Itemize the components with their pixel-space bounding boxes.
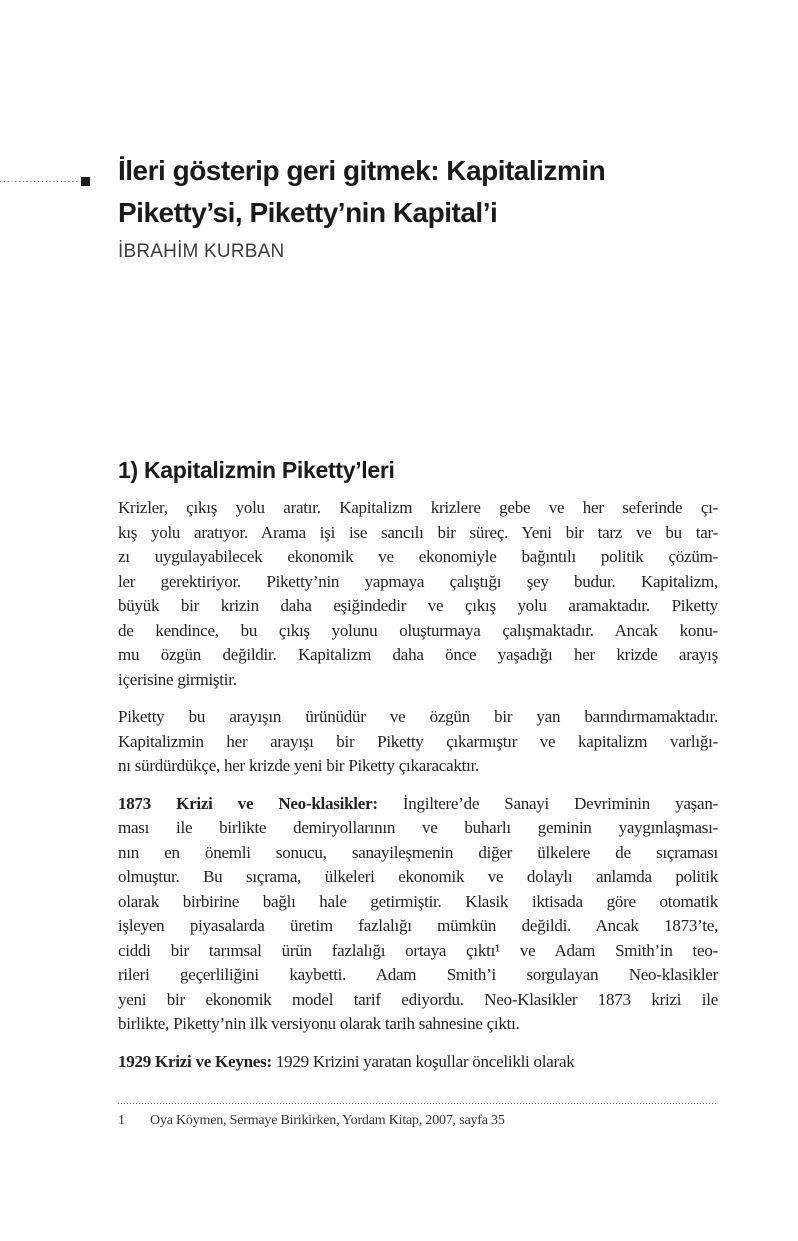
lead-rest: İngiltere’de Sanayi Devriminin yaşan- bbox=[377, 793, 718, 813]
text-line: kış yolu aratıyor. Arama işi ise sancılı bir süreç. Yeni bir tarz ve bu tar- bbox=[118, 522, 718, 542]
text-line: mu özgün değildir. Kapitalizm daha önce yaşadığı her krizde arayış bbox=[118, 645, 718, 664]
paragraph-3 bbox=[118, 792, 718, 1037]
bold-lead: 1873 Krizi ve Neo-klasikler: bbox=[118, 793, 378, 813]
author-name: İBRAHİM KURBAN bbox=[118, 241, 285, 262]
bold-lead: 1929 Krizi ve Keynes: bbox=[118, 1051, 272, 1071]
article-title bbox=[118, 150, 718, 234]
footnote-number: 1 bbox=[118, 1113, 125, 1128]
paragraph-4 bbox=[118, 1050, 718, 1075]
footnote-divider bbox=[118, 1103, 718, 1105]
text-line: ciddi bir tarımsal ürün fazlalığı ortaya çıktı¹ ve Adam Smith’in teo- bbox=[118, 940, 718, 960]
text-line: nın en önemli sonucu, sanayileşmenin diğer ülkelere de sıçraması bbox=[118, 842, 718, 862]
text-line: Krizler, çıkış yolu aratır. Kapitalizm krizlere gebe ve her seferinde çı- bbox=[118, 498, 718, 517]
text-line: içerisine girmiştir. bbox=[118, 669, 237, 689]
text-line: büyük bir krizin daha eşiğindedir ve çıkış yolu aramaktadır. Piketty bbox=[118, 596, 718, 615]
text-line: olmuştur. Bu sıçrama, ülkeleri ekonomik ve dolaylı anlamda politik bbox=[118, 867, 718, 886]
text-line: birlikte, Piketty’nin ilk versiyonu olarak tarih sahnesine çıktı. bbox=[118, 1014, 520, 1033]
footnote-text: Oya Köymen, Sermaye Birikirken, Yordam Kitap, 2007, sayfa 35 bbox=[150, 1113, 505, 1128]
text-line: rileri geçerliliğini kaybetti. Adam Smith’i sorgulayan Neo-klasikler bbox=[118, 965, 718, 984]
title-line-1: İleri gösterip geri gitmek: Kapitalizmin bbox=[118, 155, 606, 186]
paragraph-1 bbox=[118, 496, 718, 692]
text-column bbox=[118, 0, 718, 1131]
text-line: yeni bir ekonomik model tarif ediyordu. Neo-Klasikler 1873 krizi ile bbox=[118, 989, 718, 1009]
square-bullet-icon bbox=[81, 177, 90, 186]
text-line: zı uygulayabilecek ekonomik ve ekonomiyle bağıntılı politik çözüm- bbox=[118, 547, 718, 566]
text-line: nı sürdürdükçe, her krizde yeni bir Piketty çıkaracaktır. bbox=[118, 756, 480, 775]
title-line-2: Piketty’si, Piketty’nin Kapital’i bbox=[118, 197, 498, 228]
text-line: de kendince, bu çıkış yolunu oluşturmaya çalışmaktadır. Ancak konu- bbox=[118, 620, 718, 640]
text-line bbox=[118, 1050, 718, 1075]
text-line: Kapitalizmin her arayışı bir Piketty çıkarmıştır ve kapitalizm varlığı- bbox=[118, 731, 718, 751]
lead-rest: 1929 Krizini yaratan koşullar öncelikli olarak bbox=[271, 1051, 575, 1071]
text-line bbox=[118, 792, 718, 817]
text-line: ler gerektiriyor. Piketty’nin yapmaya çalıştığı şey budur. Kapitalizm, bbox=[118, 571, 718, 591]
text-line: olarak birbirine bağlı hale getirmiştir. Klasik iktisada göre otomatik bbox=[118, 891, 718, 911]
text-line: ması ile birlikte demiryollarının ve buharlı geminin yaygınlaşması- bbox=[118, 818, 718, 837]
margin-dotted-leader bbox=[0, 181, 80, 183]
text-line: Piketty bu arayışın ürünüdür ve özgün bir yan barındırmamaktadır. bbox=[118, 707, 718, 726]
paragraph-2 bbox=[118, 705, 718, 779]
section-heading: 1) Kapitalizmin Piketty’leri bbox=[118, 457, 395, 483]
footnote bbox=[118, 1111, 718, 1131]
text-line: işleyen piyasalarda üretim fazlalığı mümkün değildi. Ancak 1873’te, bbox=[118, 916, 718, 935]
